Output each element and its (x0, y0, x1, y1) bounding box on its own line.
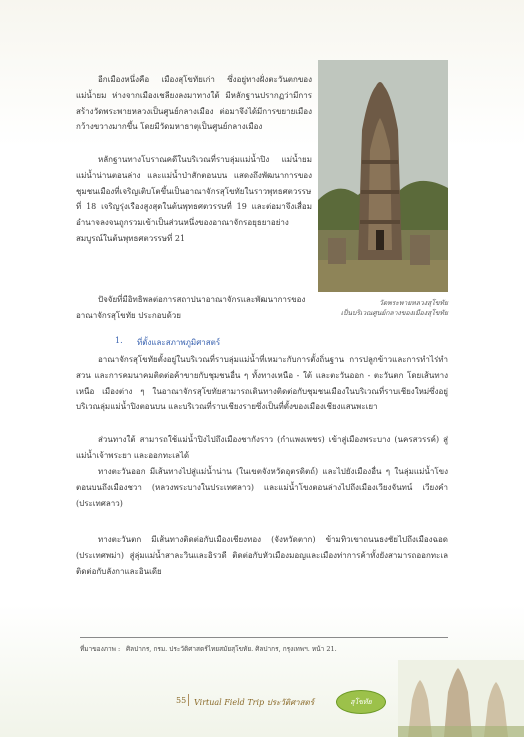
ruins-illustration (398, 660, 524, 737)
sukhothai-logo: สุโขทัย (336, 690, 386, 714)
paragraph-factors: ปัจจัยที่มีอิทธิพลต่อการสถาปนาอาณาจักรและพัฒนาการของอาณาจักรสุโขทัย ประกอบด้วย (76, 295, 306, 320)
temple-photo (318, 60, 448, 292)
footer-separator (188, 694, 189, 706)
paragraph-east-route: ทางตะวันออก มีเส้นทางไปสู่แม่น้ำน่าน (ในเขตจังหวัดอุตรดิตถ์) และไปยังเมืองอื่น ๆ ในลุ่มแม่น้ำโขงตอนบนถึงเมืองชวา (หลวงพระบางในประเทศลาว) และแม่น้ำโขงตอนล่างไปถึงเมืองเวียงจันทน์ เวียงคำ (ประเทศลาว) (76, 467, 448, 508)
footnote-source: ศิลปากร, กรม. ประวัติศาสตร์ไทยสมัยสุโขทัย. ศิลปากร, กรุงเทพฯ. หน้า 21. (126, 645, 337, 653)
paragraph-location: อาณาจักรสุโขทัยตั้งอยู่ในบริเวณที่ราบลุ่มแม่น้ำที่เหมาะกับการตั้งถิ่นฐาน การปลูกข้าวและการทำไร่ทำสวน และการคมนาคมติดต่อค้าขายกับชุมชนอื่น ๆ ทั้งทางเหนือ - ใต้ และตะวันออก - ตะวันตก โดยเส้นทางเหนือ เมืองต่าง ๆ ในอาณาจักรสุโขทัยสามารถเดินทางติดต่อกับชุมชนเมืองในบริเวณที่ราบเชียงใหม่ซึ่งอยู่บริเวณลุ่มแม่น้ำปิงตอนบน และบริเวณที่ราบเชียงรายซึ่งเป็นที่ตั้งของเมืองเชียงแสนพะเยา (76, 355, 448, 412)
footnote-label: ที่มาของภาพ : (80, 645, 121, 653)
section-heading: ที่ตั้งและสภาพภูมิศาสตร์ (137, 338, 221, 347)
paragraph-west-route: ทางตะวันตก มีเส้นทางติดต่อกับเมืองเชียงทอง (จังหวัดตาก) ข้ามทิวเขาถนนธงชัยไปถึงเมืองฉอด (ประเทศพม่า) สู่ลุ่มแม่น้ำสาละวินและอิรวดี ติดต่อกับหัวเมืองมอญและเมืองท่าการค้าทั้งยังสามารถออกทะเลติดต่อกับลังกาและอินเดีย (76, 535, 448, 576)
photo-caption (318, 298, 448, 318)
caption-line-1: วัดพระพายหลวงสุโขทัย (379, 299, 448, 307)
footnote-divider (80, 637, 448, 638)
paragraph-intro: อีกเมืองหนึ่งคือ เมืองสุโขทัยเก่า ซึ่งอยู่ทางฝั่งตะวันตกของแม่น้ำยม ห่างจากเมืองเชลียงลงมาทางใต้ มีหลักฐานปรากฏว่ามีการสร้างวัดพระพายหลวงเป็นศูนย์กลางเมือง ต่อมาจึงได้มีการขยายเมืองกว้างขวางมากขึ้น โดยมีวัดมหาธาตุเป็นศูนย์กลางเมือง (76, 75, 312, 132)
caption-line-2: เป็นบริเวณศูนย์กลางของเมืองสุโขทัย (340, 309, 448, 317)
paragraph-south-route: ส่วนทางใต้ สามารถใช้แม่น้ำปิงไปถึงเมืองชากังราว (กำแพงเพชร) เข้าสู่เมืองพระบาง (นครสวรรค์) สู่แม่น้ำเจ้าพระยา และออกทะเลได้ (76, 435, 448, 460)
section-number: 1. (115, 336, 123, 345)
footer-title: Virtual Field Trip ประวัติศาสตร์ (194, 698, 315, 707)
page-number: 55 (176, 696, 187, 705)
paragraph-archaeology: หลักฐานทางโบราณคดีในบริเวณที่ราบลุ่มแม่น้ำปิง แม่น้ำยม แม่น้ำน่านตอนล่าง และแม่น้ำป่าสักตอนบน แสดงถึงพัฒนาการของชุมชนเมืองที่เจริญเติบโตขึ้นเป็นอาณาจักรสุโขทัยในราวพุทธศตวรรษที่ 18 เจริญรุ่งเรืองสูงสุดในต้นพุทธศตวรรษที่ 19 และต่อมาจึงเสื่อมอำนาจลงจนถูกรวมเข้าเป็นส่วนหนึ่งของอาณาจักรอยุธยาอย่างสมบูรณ์ในต้นพุทธศตวรรษที่ 21 (76, 155, 312, 243)
